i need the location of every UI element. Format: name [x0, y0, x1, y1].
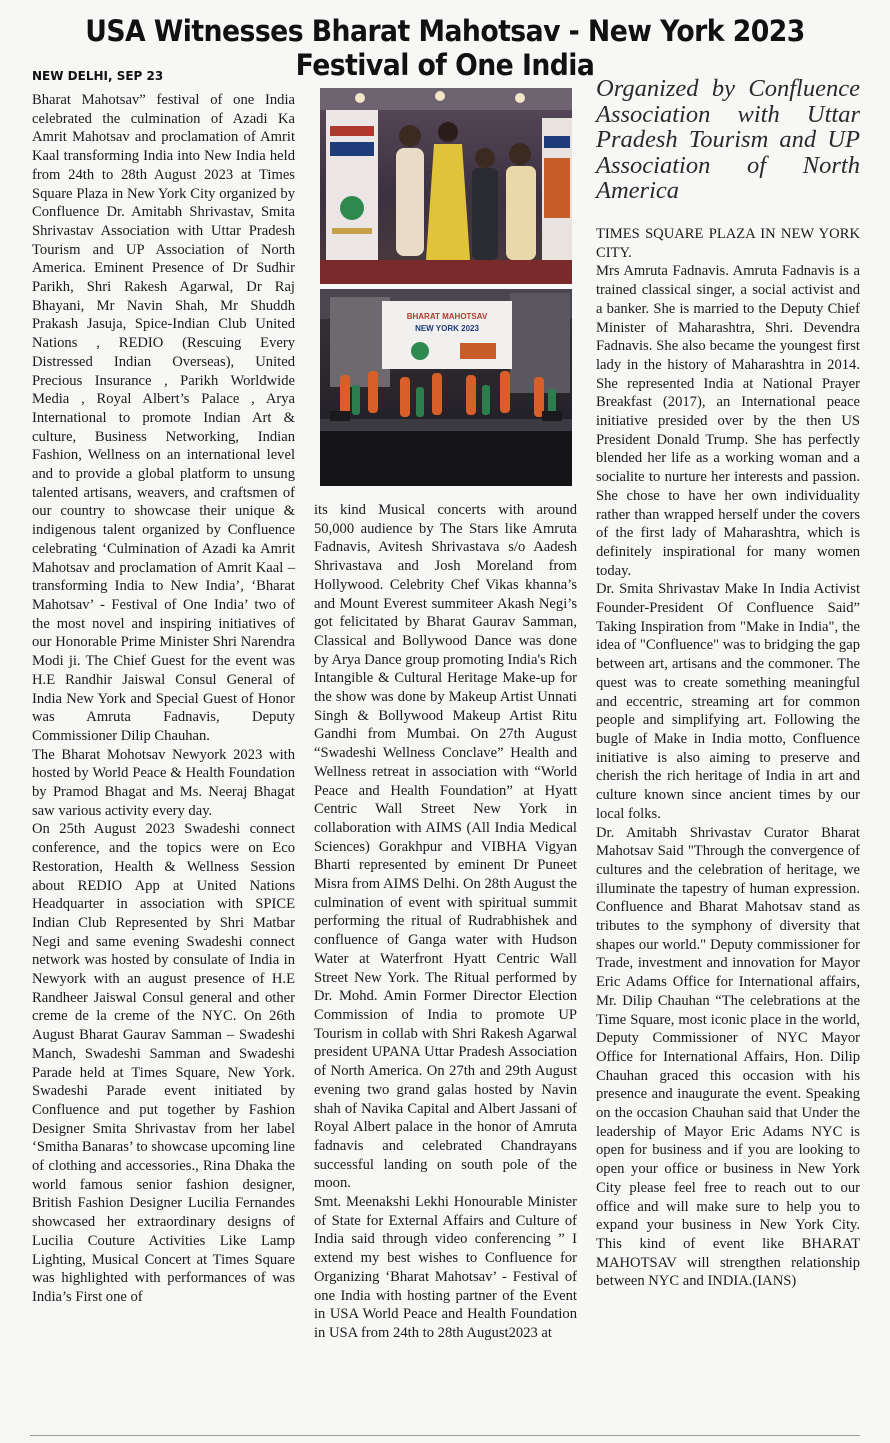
stage-guests-photo — [320, 88, 572, 284]
paragraph: Dr. Amitabh Shrivastav Curator Bharat Mahotsav Said "Through the convergence of cultures and the celebration of heritage, we illuminate the tapestry of human expression. Confluence and Bharat Mahotsav stand as tributes to the symphony of diversity that shapes our world." Deputy commissioner for Trade, investment and innovation for Mayor Eric Adams Office for International affairs, Mr. Dilip Chauhan “The celebrations at the Time Square, most iconic place in the world, Deputy Commissioner of NYC Mayor Office for International Affairs, Hon. Dilip Chauhan graced this occasion with his presence and inaugurate the event. Speaking on the occasion Chauhan said that Under the leadership of Mayor Eric Adams NYC is open for business and if you are looking to open your office or business in New York City please feel free to reach out to our office and will make sure to help you to expand your business in New York City. This kind of event like BHARAT MAHOTSAV will strengthen relationship between NYC and INDIA.(IANS) — [596, 824, 860, 1290]
bottom-divider — [30, 1435, 860, 1436]
paragraph: TIMES SQUARE PLAZA IN NEW YORK CITY. — [596, 226, 860, 261]
paragraph: Bharat Mahotsav” festival of one India celebrated the culmination of Azadi Ka Amrit Mahotsav and proclamation of Amrit Kaal transforming India into New India held from 24th to 28th August 2023 at Times Square Plaza in New York City organized by Confluence Dr. Amitabh Shrivastav, Smita Shrivastav Association with Uttar Pradesh Tourism and UP Association of North America. Eminent Presence of Dr Sudhir Parikh, Shri Rakesh Agarwal, Dr Raj Bhayani, Mr Navin Shah, Mr Shuddh Prakash Jasuja, Spice-Indian Club United Nations , REDIO (Rescuing Every Distressed Indian Overseas), United Precious Insurance , Parikh Worldwide Media , Royal Albert’s Palace , Arya International to promote Indian Art & culture, Business Networking, Indian Fashion, Wellness on an international level and to provide a global platform to unsung talented artisans, weavers, and craftsmen of our country to showcase their unique & indigenous talent organized by Confluence celebrating ‘Culmination of Azadi ka Amrit Mahotsav and proclamation of Amrit Kaal – transforming India to New India’, ‘Bharat Mahotsav’ - Festival of One India’ two of the most novel and inspiring initiatives of our Honorable Prime Minister Shri Narendra Modi ji. The Chief Guest for the event was H.E Randhir Jaiswal Consul General of India New York and Special Guest of Honor was Amruta Fadnavis, Deputy Commissioner Dilip Chauhan. — [32, 92, 295, 744]
banner-subtitle: NEW YORK 2023 — [415, 324, 479, 333]
paragraph: its kind Musical concerts with around 50,000 audience by The Stars like Amruta Fadnavis, Avitesh Shrivastava s/o Aadesh Shrivastava and Josh Moreland from Hollywood. Celebrity Chef Vikas khanna’s and Mount Everest summiteer Akash Negi’s got felicitated by Bharat Gaurav Samman, Classical and Bollywood Dance was done by Arya Dance group promoting India's Rich Intangible & Cultural Heritage Make-up for the show was done by Makeup Artist Unnati Singh & Bollywood Makeup Artist Ritu Gandhi from Mumbai. On 27th August “Swadeshi Wellness Conclave” Health and Wellness retreat in association with “World Peace and Health Foundation” at Hyatt Centric Wall Street New York in collaboration with AIMS (All India Medical Sciences) Gorakhpur and VIBHA Vigyan Bharti represented by eminent Dr Puneet Misra from AIMS Delhi. On 28th August the culmination of event with spiritual summit performing the ritual of Rudrabhishek and confluence of Ganga water with Hudson Water at Waterfront Hyatt Centric Wall Street New York. The Ritual performed by Dr. Mohd. Amin Former Director Election Commission of India to promote UP Tourism in collab with Shri Rakesh Agarwal president UPANA Uttar Pradesh Association of North America. On 27th and 29th August evening two grand galas hosted by Navin shah of Navika Capital and Albert Jassani of Royal Albert palace in the honor of Amruta fadnavis and celebrated Chandrayans successful landing on south pole of the moon. — [314, 502, 577, 1192]
person-2 — [426, 122, 470, 260]
paragraph: On 25th August 2023 Swadeshi connect conference, and the topics were on Eco Restoration, Health & Wellness Session about REDIO App at United Nations Headquarter in association with SPICE Indian Club Represented by Shri Matbar Negi and same evening Swadeshi connect network was hosted by consulate of India in Newyork with an august presence of H.E Randheer Jaiswal Consul general and other creme de la creme of the NYC. On 26th August Bharat Gaurav Samman – Swadeshi Manch, Swadeshi Samman and Swadeshi Parade held at Times Square, New York. Swadeshi Parade event initiated by Confluence and put together by Fashion Designer Smita Shrivastav from her label ‘Smitha Banaras’ to showcase upcoming line of clothing and accessories., Rina Dhaka the world famous senior fashion designer, British Fashion Designer Lucilia Fernandes showcased her extraordinary designs of Lucilia Couture Activities Like Lamp Lighting, Musical Concert at Times Square was highlighted with performances of was India’s First one of — [32, 821, 295, 1305]
column-3 — [596, 225, 860, 1291]
subheadline: Organized by Confluence Association with Uttar Pradesh Tourism and UP Association of North America — [596, 75, 860, 204]
dateline: NEW DELHI, SEP 23 — [32, 69, 164, 83]
column-1 — [32, 91, 295, 1307]
person-1 — [396, 125, 424, 256]
person-4 — [506, 143, 536, 260]
banner-title: BHARAT MAHOTSAV — [406, 312, 488, 321]
person-3 — [472, 148, 498, 260]
paragraph: The Bharat Mohotsav Newyork 2023 with hosted by World Peace & Health Foundation by Pramod Bhagat and Ms. Neeraj Bhagat saw various activity every day. — [32, 746, 295, 819]
dance-performance-photo — [320, 289, 572, 486]
column-2 — [314, 501, 577, 1343]
stage-guests-illustration — [320, 88, 572, 284]
headline: USA Witnesses Bharat Mahotsav - New York 2023 Festival of One India — [85, 14, 805, 82]
paragraph: Mrs Amruta Fadnavis. Amruta Fadnavis is a trained classical singer, a social activist and a banker. She is married to the Deputy Chief Minister of Maharashtra, Shri. Devendra Fadnavis. She also became the youngest first lady in the history of Maharashtra in 2014. She represented India at National Prayer Breakfast (2017), an International peace initiative presided over by the then US President Donald Trump. She has perfectly blended her life as a working woman and a socialite to nurture her interests and passion. She chose to have her own individuality rather than wrapped herself under the covers of the first lady of Maharashtra, which is definitely inspirational for many women today. — [596, 263, 860, 579]
dance-performance-illustration — [320, 289, 572, 486]
paragraph: Smt. Meenakshi Lekhi Honourable Minister of State for External Affairs and Culture of India said through video conferencing ” I extend my best wishes to Confluence for Organizing ‘Bharat Mahotsav’ - Festival of one India with hosting partner of the Event in USA World Peace and Health Foundation in USA from 24th to 28th August2023 at — [314, 1194, 577, 1341]
paragraph: Dr. Smita Shrivastav Make In India Activist Founder-President Of Confluence Said” Taking Inspiration from "Make in India", the idea of "Confluence" was to bridging the gap between art, artisans and the commoner. The quest was to create something meaningful and eccentric, streaming art for common people and simplifying art. Following the bugle of Make in India motto, Confluence initiative is also aiming to preserve and cherish the rich heritage of India in art and culture known since ancient times by our local folks. — [596, 581, 860, 822]
